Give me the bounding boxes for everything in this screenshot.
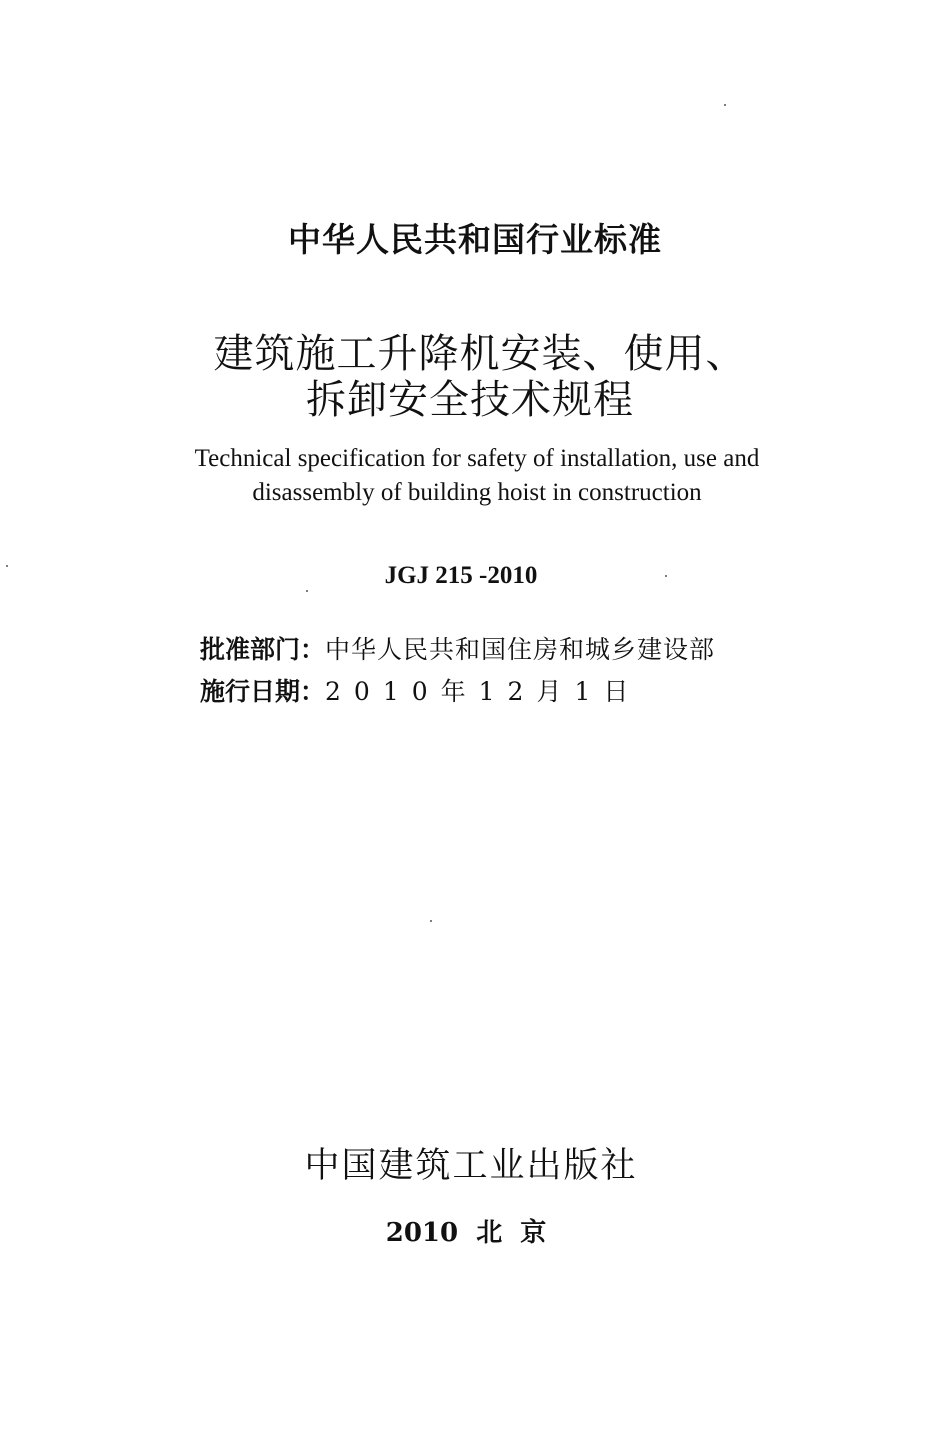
effective-date-label: 施行日期： (200, 677, 326, 706)
chinese-title-line-1: 建筑施工升降机安装、使用、 (213, 331, 747, 377)
scan-speck (430, 920, 432, 922)
english-title-line-2: disassembly of building hoist in construction (252, 479, 702, 506)
effective-date (200, 672, 900, 708)
scan-speck (6, 565, 8, 567)
approval-value: 中华人民共和国住房和城乡建设部 (325, 635, 716, 664)
scan-speck (665, 575, 667, 577)
approval-label: 批准部门： (200, 635, 326, 664)
publication-year: 2010 (385, 1218, 459, 1248)
scan-speck (306, 590, 308, 592)
standard-code: JGJ 215 -2010 (384, 562, 538, 589)
scan-speck (724, 104, 726, 106)
series-title: 中华人民共和国行业标准 (288, 220, 662, 259)
publisher-name: 中国建筑工业出版社 (304, 1146, 638, 1186)
english-title-line-1: Technical specification for safety of installation, use and (194, 445, 760, 472)
approval-department (200, 630, 900, 666)
chinese-title-line-2: 拆卸安全技术规程 (306, 377, 634, 423)
effective-date-value: 2010年12月1日 (325, 677, 642, 706)
publication-year-place (0, 1212, 950, 1249)
publication-city: 北京 (476, 1218, 565, 1248)
